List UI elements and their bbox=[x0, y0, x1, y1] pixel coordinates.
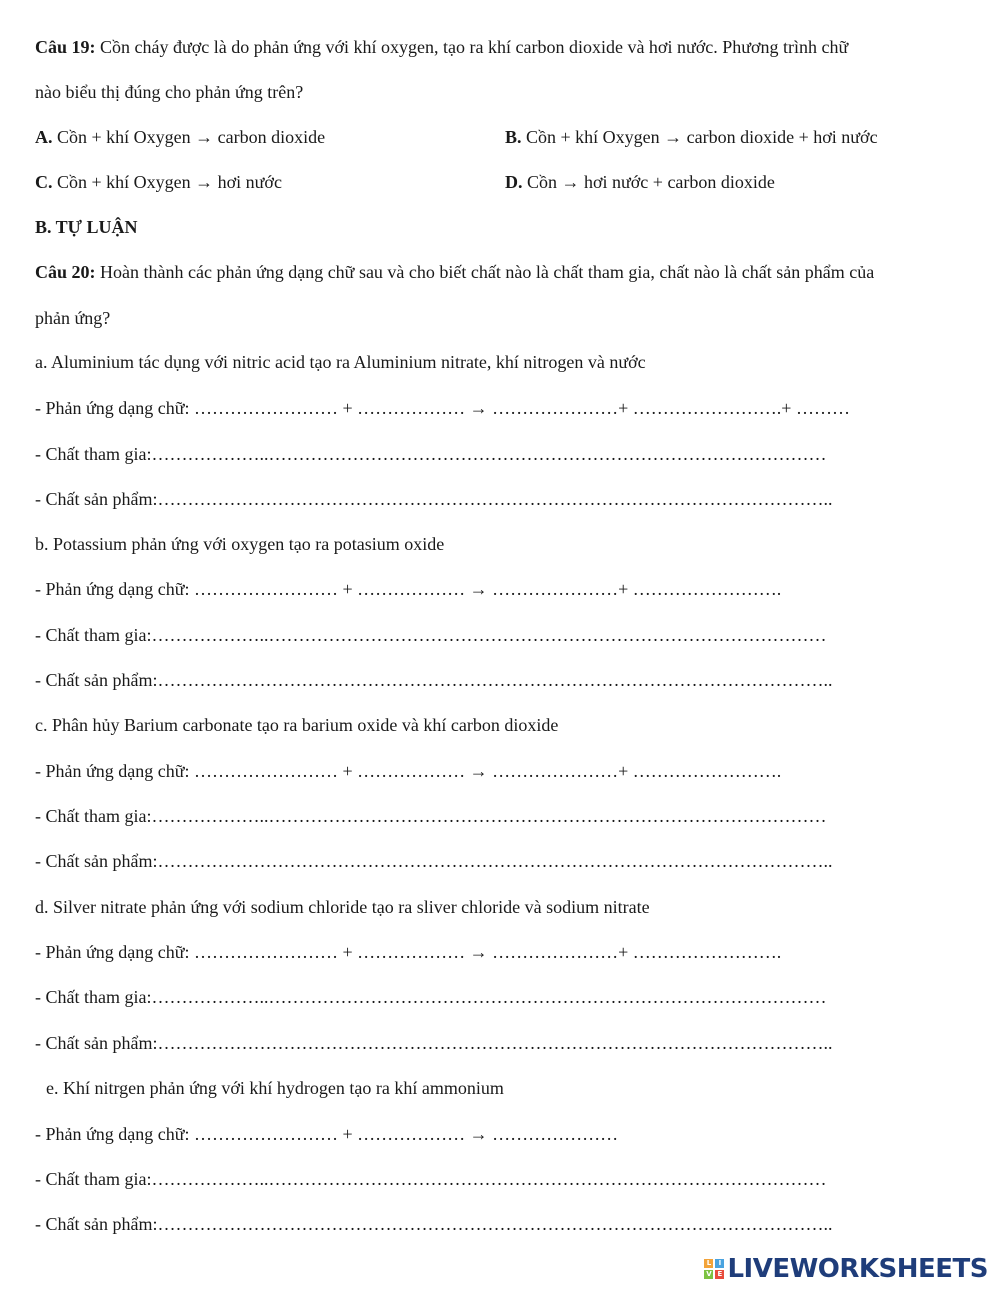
part-a-title: a. Aluminium tác dụng với nitric acid tạo ra Aluminium nitrate, khí nitrogen và nước bbox=[35, 352, 646, 372]
part-e-products[interactable]: - Chất sản phẩm:………………………………………………………………………………………………….. bbox=[35, 1214, 833, 1234]
part-c-word-equation[interactable]: - Phản ứng dạng chữ: …………………… + ……………… → …………………+ ……………………. bbox=[35, 761, 782, 781]
q20-line1 bbox=[35, 260, 874, 284]
part-c-title: c. Phân hủy Barium carbonate tạo ra barium oxide và khí carbon dioxide bbox=[35, 715, 559, 735]
part-d-word-equation[interactable]: - Phản ứng dạng chữ: …………………… + ……………… → …………………+ ……………………. bbox=[35, 942, 782, 962]
q19-line2: nào biểu thị đúng cho phản ứng trên? bbox=[35, 82, 304, 102]
q19-option-b[interactable]: B. Cồn + khí Oxygen → carbon dioxide + hơi nước bbox=[505, 127, 878, 147]
q20-text: Hoàn thành các phản ứng dạng chữ sau và cho biết chất nào là chất tham gia, chất nào là chất sản phẩm của bbox=[95, 262, 875, 282]
part-b-word-equation[interactable]: - Phản ứng dạng chữ: …………………… + ……………… → …………………+ ……………………. bbox=[35, 579, 782, 599]
part-d-reactants[interactable]: - Chất tham gia:………………..………………………………………………………………………………… bbox=[35, 987, 827, 1007]
part-e-reactants[interactable]: - Chất tham gia:………………..………………………………………………………………………………… bbox=[35, 1169, 827, 1189]
part-a-word-equation[interactable]: - Phản ứng dạng chữ: …………………… + ……………… → …………………+ …………………….+ ……… bbox=[35, 398, 850, 418]
brand-mark-tile: I bbox=[715, 1259, 724, 1268]
q19-line1 bbox=[35, 35, 848, 59]
brand-mark-tile: E bbox=[715, 1270, 724, 1279]
brand-mark-tile: V bbox=[706, 1270, 712, 1278]
q20-label: Câu 20: bbox=[35, 262, 96, 282]
q19-label: Câu 19: bbox=[35, 37, 96, 57]
part-e-title: e. Khí nitrgen phản ứng với khí hydrogen tạo ra khí ammonium bbox=[46, 1078, 504, 1098]
q19-option-c[interactable]: C. Cồn + khí Oxygen → hơi nước bbox=[35, 172, 282, 192]
part-d-products[interactable]: - Chất sản phẩm:………………………………………………………………………………………………….. bbox=[35, 1033, 833, 1053]
part-c-products[interactable]: - Chất sản phẩm:………………………………………………………………………………………………….. bbox=[35, 851, 833, 871]
brand-name: LIVEWORKSHEETS bbox=[727, 1254, 988, 1284]
q19-option-d[interactable]: D. Cồn → hơi nước + carbon dioxide bbox=[505, 172, 775, 192]
liveworksheets-logo bbox=[704, 1254, 988, 1284]
part-d-title: d. Silver nitrate phản ứng với sodium chloride tạo ra sliver chloride và sodium nitrate bbox=[35, 897, 650, 917]
brand-mark-icon bbox=[704, 1259, 724, 1279]
part-a-reactants[interactable]: - Chất tham gia:………………..………………………………………………………………………………… bbox=[35, 444, 827, 464]
q19-text: Cồn cháy được là do phản ứng với khí oxygen, tạo ra khí carbon dioxide và hơi nước. Phương trình chữ bbox=[95, 37, 849, 57]
part-c-reactants[interactable]: - Chất tham gia:………………..………………………………………………………………………………… bbox=[35, 806, 827, 826]
part-b-products[interactable]: - Chất sản phẩm:………………………………………………………………………………………………….. bbox=[35, 670, 833, 690]
part-b-reactants[interactable]: - Chất tham gia:………………..………………………………………………………………………………… bbox=[35, 625, 827, 645]
part-a-products[interactable]: - Chất sản phẩm:………………………………………………………………………………………………….. bbox=[35, 489, 833, 509]
brand-mark-tile: L bbox=[704, 1259, 713, 1268]
part-e-word-equation[interactable]: - Phản ứng dạng chữ: …………………… + ……………… → ………………… bbox=[35, 1124, 619, 1144]
q19-option-a[interactable]: A. Cồn + khí Oxygen → carbon dioxide bbox=[35, 127, 326, 147]
section-heading: B. TỰ LUẬN bbox=[35, 217, 138, 237]
part-b-title: b. Potassium phản ứng với oxygen tạo ra potasium oxide bbox=[35, 534, 445, 554]
q20-line2: phản ứng? bbox=[35, 308, 111, 328]
